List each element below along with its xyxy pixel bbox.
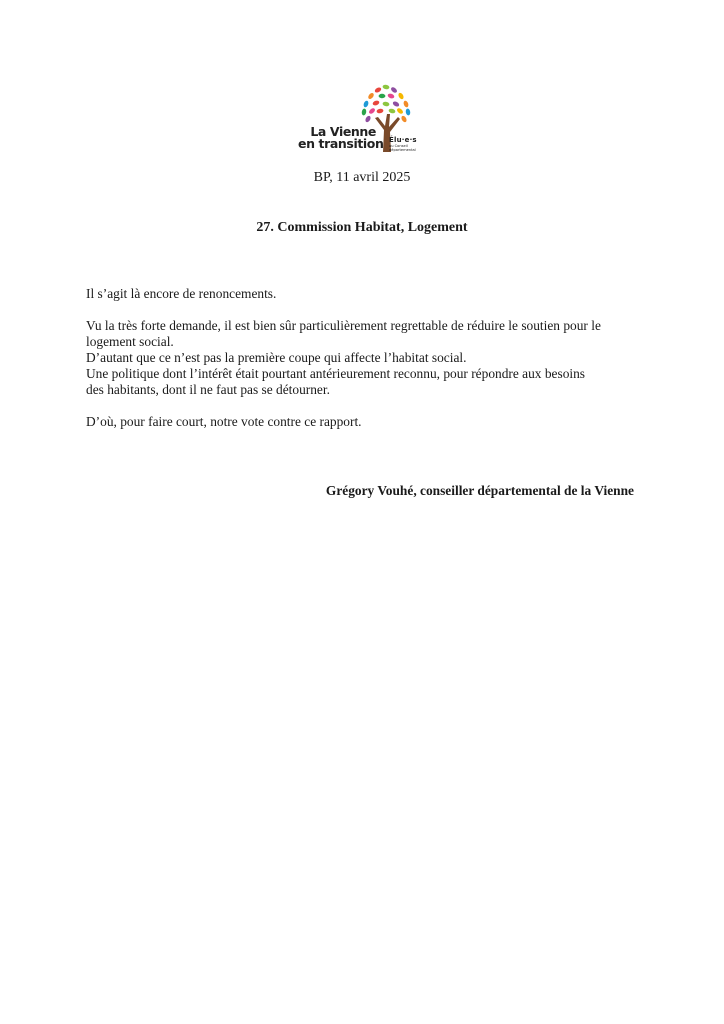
leaf-shape [382, 84, 389, 90]
leaf-shape [403, 100, 409, 108]
logo-subtitle [389, 136, 417, 152]
leaf-shape [390, 86, 398, 94]
logo-subtitle-line2: départemental [389, 148, 416, 152]
leaf-shape [361, 108, 367, 115]
leaf-shape [400, 115, 407, 123]
dateline: BP, 11 avril 2025 [313, 170, 411, 185]
leaf-shape [396, 107, 404, 115]
body-line: Il s’agit là encore de renoncements. [86, 286, 277, 301]
leaf-shape [368, 107, 376, 115]
leaf-shape [388, 108, 396, 114]
document-heading: 27. Commission Habitat, Logement [256, 220, 468, 235]
logo-title-line2: en transition [298, 136, 384, 151]
leaf-shape [372, 100, 380, 106]
logo-title [298, 124, 384, 151]
signature: Grégory Vouhé, conseiller départemental de la Vienne [325, 483, 634, 498]
leaf-shape [379, 94, 386, 98]
document-body [86, 286, 638, 430]
body-line: des habitants, dont il ne faut pas se détourner. [86, 382, 330, 397]
leaf-shape [367, 92, 375, 100]
leaf-shape [387, 93, 395, 99]
logo-subtitle-line1: au Conseil [389, 144, 408, 148]
logo-subtitle-main: Élu·e·s [389, 136, 417, 144]
body-line: logement social. [86, 334, 174, 349]
leaf-shape [405, 108, 411, 115]
logo [298, 84, 428, 156]
body-line: Une politique dont l’intérêt était pourtant antérieurement reconnu, pour répondre aux besoins [86, 366, 586, 381]
paragraph-gap [86, 302, 638, 318]
leaf-shape [392, 100, 400, 107]
logo-title-line1: La Vienne [310, 124, 376, 139]
leaf-shape [382, 101, 389, 107]
body-line: D’autant que ce n’est pas la première coupe qui affecte l’habitat social. [86, 350, 467, 365]
leaf-shape [363, 100, 369, 108]
body-line: Vu la très forte demande, il est bien sûr particulièrement regrettable de réduire le soutien pour le [86, 318, 601, 333]
leaf-shape [397, 92, 404, 100]
leaf-shape [376, 108, 383, 114]
paragraph-gap [86, 398, 638, 414]
body-line: D’où, pour faire court, notre vote contre ce rapport. [86, 414, 362, 429]
leaf-shape [374, 86, 382, 93]
leaf-shape [364, 115, 371, 123]
